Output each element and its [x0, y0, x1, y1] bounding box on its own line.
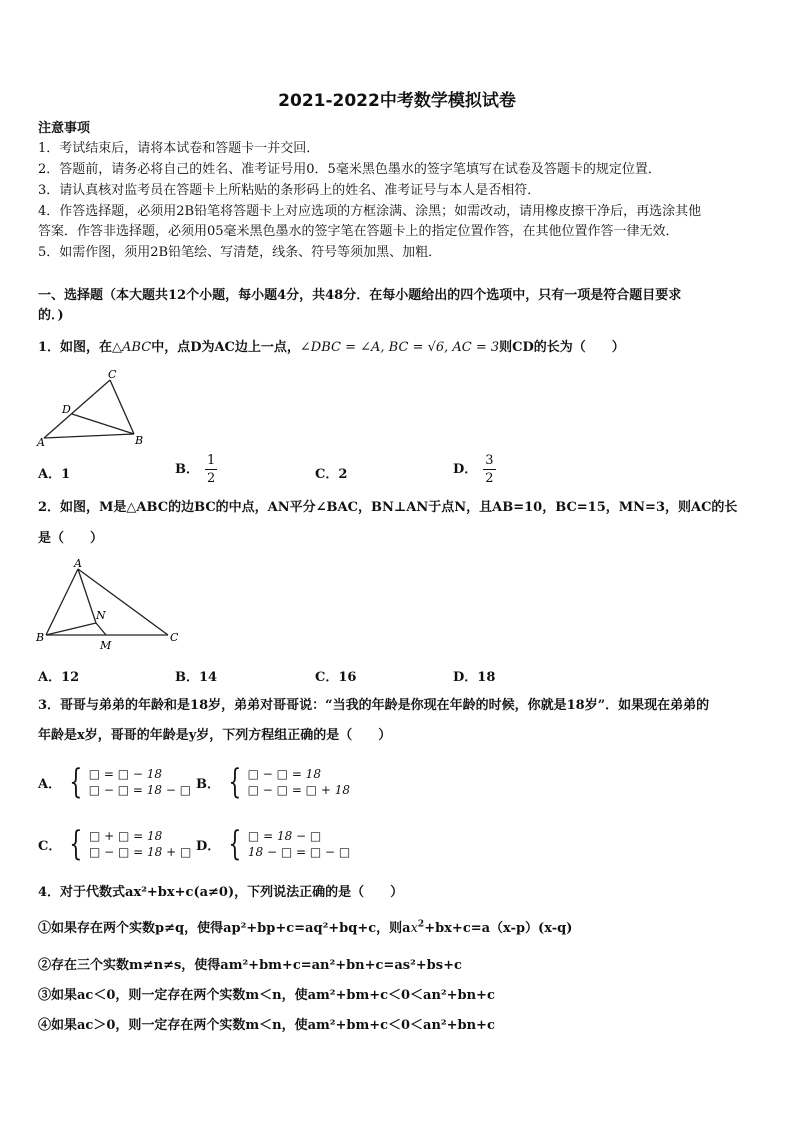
q2-option-a[interactable]: A．12: [38, 670, 80, 685]
q2-option-c[interactable]: C．16: [315, 670, 357, 685]
q1-mid: 中，点D为AC边上一点，: [151, 340, 300, 355]
q2-label-b: B: [36, 631, 45, 644]
q1-label-a: A: [37, 436, 45, 448]
brace-icon: {: [228, 824, 242, 864]
q2-triangle-figure: [34, 557, 184, 653]
q1-option-c[interactable]: C．2: [315, 467, 348, 482]
q2-label-m: M: [100, 639, 112, 652]
q1-option-d-fraction: $\frac{3}{2}$: [485, 453, 494, 486]
q4-statement-4[interactable]: ④如果ac＞0，则一定存在两个实数m＜n，使am²+bm+c＜0＜an²+bn+c: [38, 1018, 495, 1033]
q3-option-c[interactable]: C． { □ + □ = 18 □ − □ = 18 + □: [38, 824, 192, 864]
q4-statement-3[interactable]: ③如果ac＜0，则一定存在两个实数m＜n，使am²+bm+c＜0＜an²+bn+c: [38, 988, 495, 1003]
brace-icon: {: [69, 824, 83, 864]
notice-item: 4．作答选择题，必须用2B铅笔将答题卡上对应选项的方框涂满、涂黑；如需改动，请用橡皮擦干净后，再选涂其他: [38, 204, 702, 219]
q2-label-c: C: [170, 631, 179, 644]
question-2-stem-cont: 是（ ）: [38, 531, 104, 546]
q2-label-n: N: [96, 609, 106, 622]
q2-label-a: A: [74, 557, 82, 570]
q1-prefix: 1．如图，在: [38, 340, 113, 355]
section-heading-cont: 的．): [38, 308, 64, 323]
q1-label-d: D: [62, 403, 71, 416]
q1-label-c: C: [108, 368, 117, 381]
q1-option-b-fraction: $\frac{1}{2}$: [207, 453, 216, 486]
question-3-stem-cont: 年龄是x岁，哥哥的年龄是y岁，下列方程组正确的是（ ）: [38, 728, 392, 743]
q1-triangle-figure: [36, 368, 156, 448]
question-3-stem: 3．哥哥与弟弟的年龄和是18岁，弟弟对哥哥说：“当我的年龄是你现在年龄的时候，你就是18岁”．如果现在弟弟的: [38, 698, 710, 713]
notice-item: 3．请认真核对监考员在答题卡上所粘贴的条形码上的姓名、准考证号与本人是否相符．: [38, 183, 541, 198]
q1-suffix: 则CD的长为（ ）: [499, 340, 625, 355]
q3-option-d[interactable]: D． { □ = 18 − □ 18 − □ = □ − □: [196, 824, 351, 864]
q1-label-b: B: [135, 434, 144, 447]
page-title: 2021-2022中考数学模拟试卷: [278, 91, 516, 111]
section-heading: 一、选择题（本大题共12个小题，每小题4分，共48分．在每小题给出的四个选项中，只有一项是符合题目要求: [38, 288, 682, 303]
q2-option-d[interactable]: D．18: [453, 670, 496, 685]
notice-item: 5．如需作图，须用2B铅笔绘、写清楚，线条、符号等须加黑、加粗．: [38, 245, 442, 260]
brace-icon: {: [69, 762, 83, 802]
notice-heading: 注意事项: [38, 121, 91, 136]
notice-item: 1．考试结束后，请将本试卷和答题卡一并交回．: [38, 141, 320, 156]
question-4-stem: 4．对于代数式ax²+bx+c(a≠0)，下列说法正确的是（ ）: [38, 885, 404, 900]
notice-item: 2．答题前，请务必将自己的姓名、准考证号用0．5毫米黑色墨水的签字笔填写在试卷及答题卡的规定位置．: [38, 162, 661, 177]
question-1-stem: [38, 339, 625, 357]
q4-statement-2[interactable]: ②存在三个实数m≠n≠s，使得am²+bm+c=an²+bn+c=as²+bs+c: [38, 958, 462, 973]
brace-icon: {: [228, 762, 242, 802]
q1-triangle: △ABC: [112, 340, 152, 355]
q1-option-a[interactable]: A．1: [38, 467, 71, 482]
q1-condition: ∠DBC = ∠A, BC = √6, AC = 3: [299, 340, 500, 355]
q4-statement-1[interactable]: ①如果存在两个实数p≠q，使得ap²+bp+c=aq²+bq+c，则$ax^2+bx+c=a(x-p)(x-q)$: [38, 919, 573, 936]
q3-option-a[interactable]: A． { □ = □ − 18 □ − □ = 18 − □: [38, 762, 192, 802]
q1-option-d[interactable]: D． $\frac{3}{2}$: [453, 453, 494, 486]
q3-option-b[interactable]: B． { □ − □ = 18 □ − □ = □ + 18: [196, 762, 350, 802]
q2-option-b[interactable]: B．14: [175, 670, 218, 685]
question-2-stem: 2．如图，M是△ABC的边BC的中点，AN平分∠BAC，BN⊥AN于点N，且AB=10，BC=15，MN=3，则AC的长: [38, 500, 738, 515]
q1-option-b[interactable]: B． $\frac{1}{2}$: [175, 453, 216, 486]
notice-item: 答案．作答非选择题，必须用05毫米黑色墨水的签字笔在答题卡上的指定位置作答，在其他位置作答一律无效．: [38, 224, 679, 239]
